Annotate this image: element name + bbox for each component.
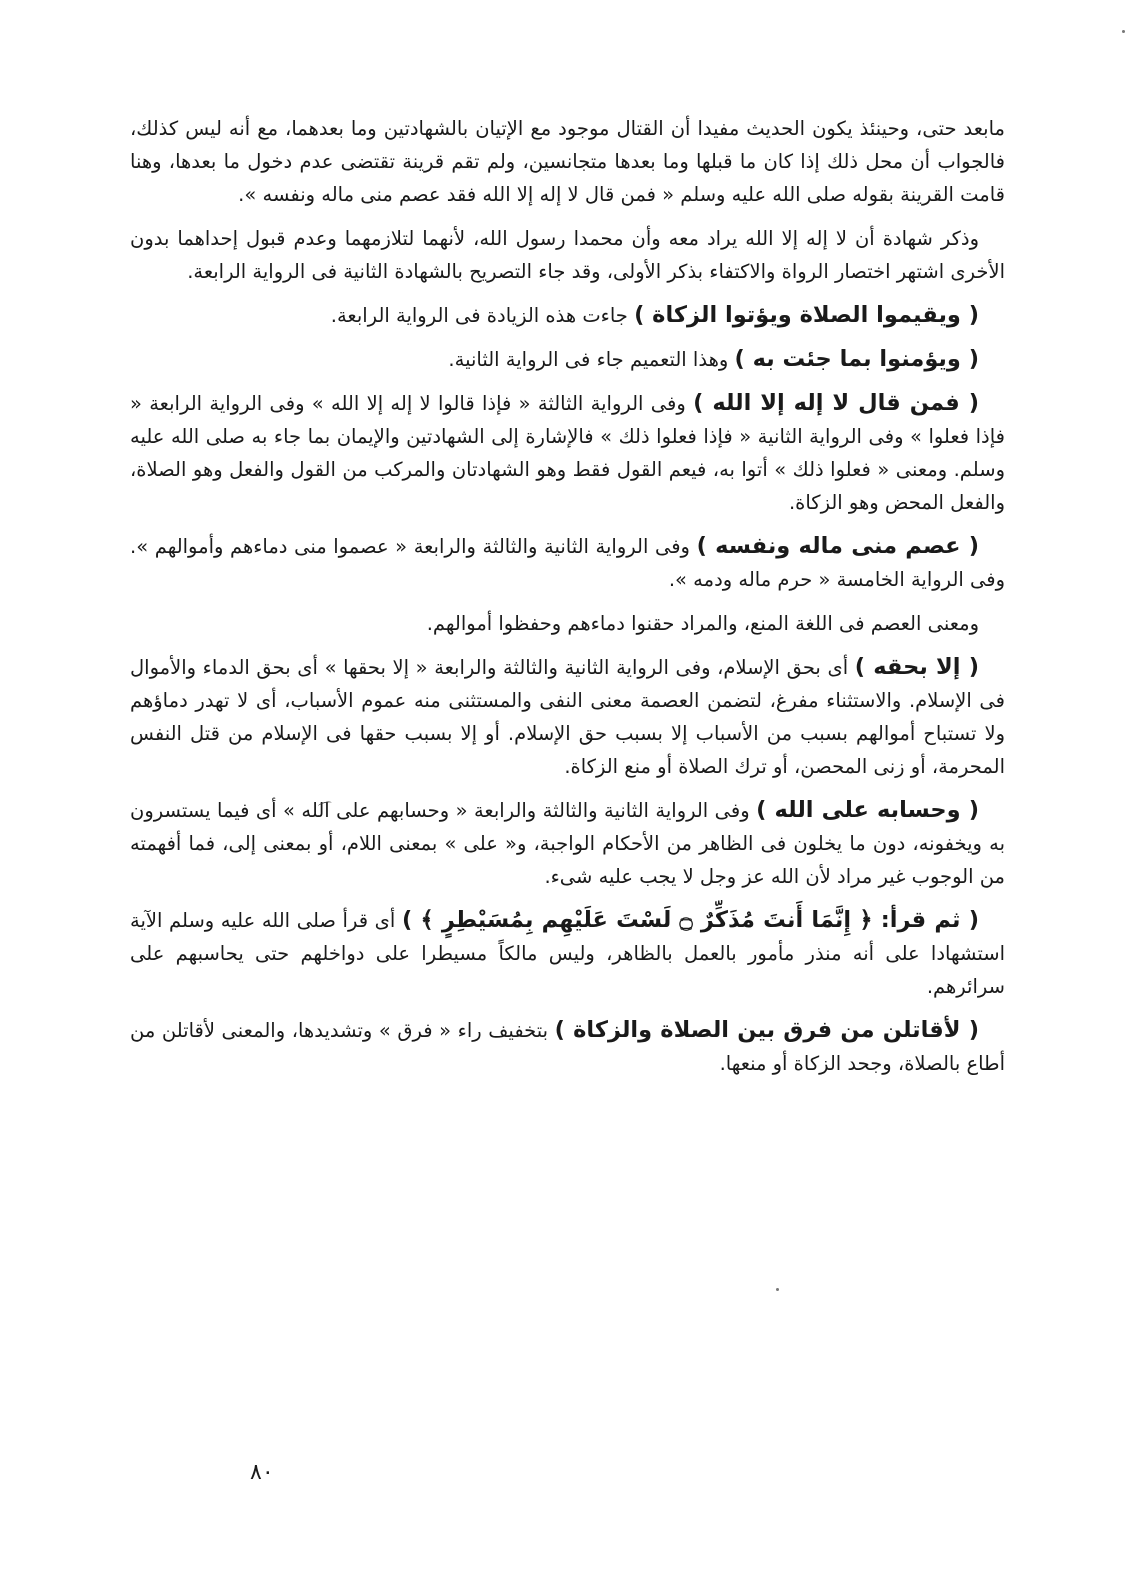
- paragraph-text: جاءت هذه الزيادة فى الرواية الرابعة.: [330, 304, 628, 327]
- paragraph-whoever-said: [130, 387, 1005, 519]
- scan-speck: [776, 1288, 779, 1291]
- paragraph-text: وفى الرواية الثالثة « فإذا قالوا لا إله إلا الله » وفى الرواية الرابعة « فإذا فعلوا » وفى الرواية الثانية « فإذا فعلوا ذلك » فالإشارة إلى الشهادتين والإيمان بما جاء به صلى الله عليه وسلم. ومعنى « فعلوا ذلك » أتوا به، فيعم القول فقط وهو الشهادتان والمركب من القول والفعل وهو الصلاة، والفعل المحض وهو الزكاة.: [130, 392, 1005, 514]
- paragraph-text: أى قرأ صلى الله عليه وسلم الآية استشهادا على أنه منذر مأمور بالعمل بالظاهر، وليس مالكاً مسيطرا على دواخلهم حتى يحاسبهم على سرائرهم.: [130, 909, 1005, 998]
- paragraph-intro: [130, 112, 1005, 211]
- page-number: ٨٠: [250, 1460, 274, 1485]
- paragraph-reckoning: [130, 794, 1005, 893]
- paragraph-heading: ( إلا بحقه ): [854, 654, 979, 680]
- paragraph-text: ومعنى العصم فى اللغة المنع، والمراد حقنوا دماءهم وحفظوا أموالهم.: [426, 612, 979, 635]
- paragraph-text: وفى الرواية الثانية والثالثة والرابعة « وحسابهم على الله » أى فيما يستسرون به ويخفونه، دون ما يخلون فى الظاهر من الأحكام الواجبة، و« على » بمعنى اللام، أو بمعنى إلى، فما أفهمته من الوجوب غير مراد لأن الله عز وجل لا يجب عليه شىء.: [130, 799, 1005, 888]
- paragraph-text: أى بحق الإسلام، وفى الرواية الثانية والثالثة والرابعة « إلا بحقها » أى بحق الدماء والأموال فى الإسلام. والاستثناء مفرغ، لتضمن العصمة معنى النفى والمستثنى منه عموم الأسباب، أى لا تهدر دماؤهم ولا تستباح أموالهم بسبب من الأسباب إلا بسبب حق الإسلام. أو إلا بسبب حقها فى الإسلام من قتل النفس المحرمة، أو زنى المحصن، أو ترك الصلاة أو منع الزكاة.: [130, 656, 1005, 778]
- paragraph-heading: ( وحسابه على الله ): [756, 797, 979, 823]
- paragraph-recited: [130, 904, 1005, 1003]
- paragraph-believe: [130, 343, 1005, 376]
- paragraph-heading: ( ويقيموا الصلاة ويؤتوا الزكاة ): [634, 302, 979, 328]
- paragraph-text: بتخفيف راء « فرق » وتشديدها، والمعنى لأقاتلن من أطاع بالصلاة، وجحد الزكاة أو منعها.: [130, 1019, 1005, 1075]
- paragraph-heading: ( عصم منى ماله ونفسه ): [696, 533, 980, 559]
- paragraph-text: وذكر شهادة أن لا إله إلا الله يراد معه وأن محمدا رسول الله، لأنهما لتلازمهما وعدم قبول إحداهما بدون الأخرى اشتهر اختصار الرواة والاكتفاء بذكر الأولى، وقد جاء التصريح بالشهادة الثانية فى الرواية الرابعة.: [130, 227, 1005, 283]
- paragraph-heading: ( ويؤمنوا بما جئت به ): [734, 346, 979, 372]
- paragraph-prayer-zakat: [130, 299, 1005, 332]
- paragraph-fight: [130, 1014, 1005, 1080]
- paragraph-except-right: [130, 651, 1005, 783]
- page-body: [130, 112, 1005, 1091]
- scan-speck: [1122, 30, 1125, 33]
- paragraph-heading: ( فمن قال لا إله إلا الله ): [693, 390, 980, 416]
- paragraph-protected: [130, 530, 1005, 596]
- paragraph-text: مابعد حتى، وحينئذ يكون الحديث مفيدا أن القتال موجود مع الإتيان بالشهادتين وما بعدهما، مع أنه ليس كذلك، فالجواب أن محل ذلك إذا كان ما قبلها وما بعدها متجانسين، ولم تقم قرينة تقتضى عدم دخول ما بعدها، وهنا قامت القرينة بقوله صلى الله عليه وسلم « فمن قال لا إله إلا الله فقد عصم منى ماله ونفسه ».: [130, 117, 1005, 206]
- paragraph-heading: ( ثم قرأ: ﴿ إِنَّمَا أَنتَ مُذَكِّرٌ ۝ لَسْتَ عَلَيْهِم بِمُسَيْطِرٍ ﴾ ): [401, 907, 980, 933]
- paragraph-shahada: [130, 222, 1005, 288]
- paragraph-text: وفى الرواية الثانية والثالثة والرابعة « عصموا منى دماءهم وأموالهم ». وفى الرواية الخامسة « حرم ماله ودمه ».: [130, 535, 1005, 591]
- paragraph-heading: ( لأقاتلن من فرق بين الصلاة والزكاة ): [554, 1017, 979, 1043]
- paragraph-meaning-protection: [130, 607, 1005, 640]
- paragraph-text: وهذا التعميم جاء فى الرواية الثانية.: [448, 348, 729, 371]
